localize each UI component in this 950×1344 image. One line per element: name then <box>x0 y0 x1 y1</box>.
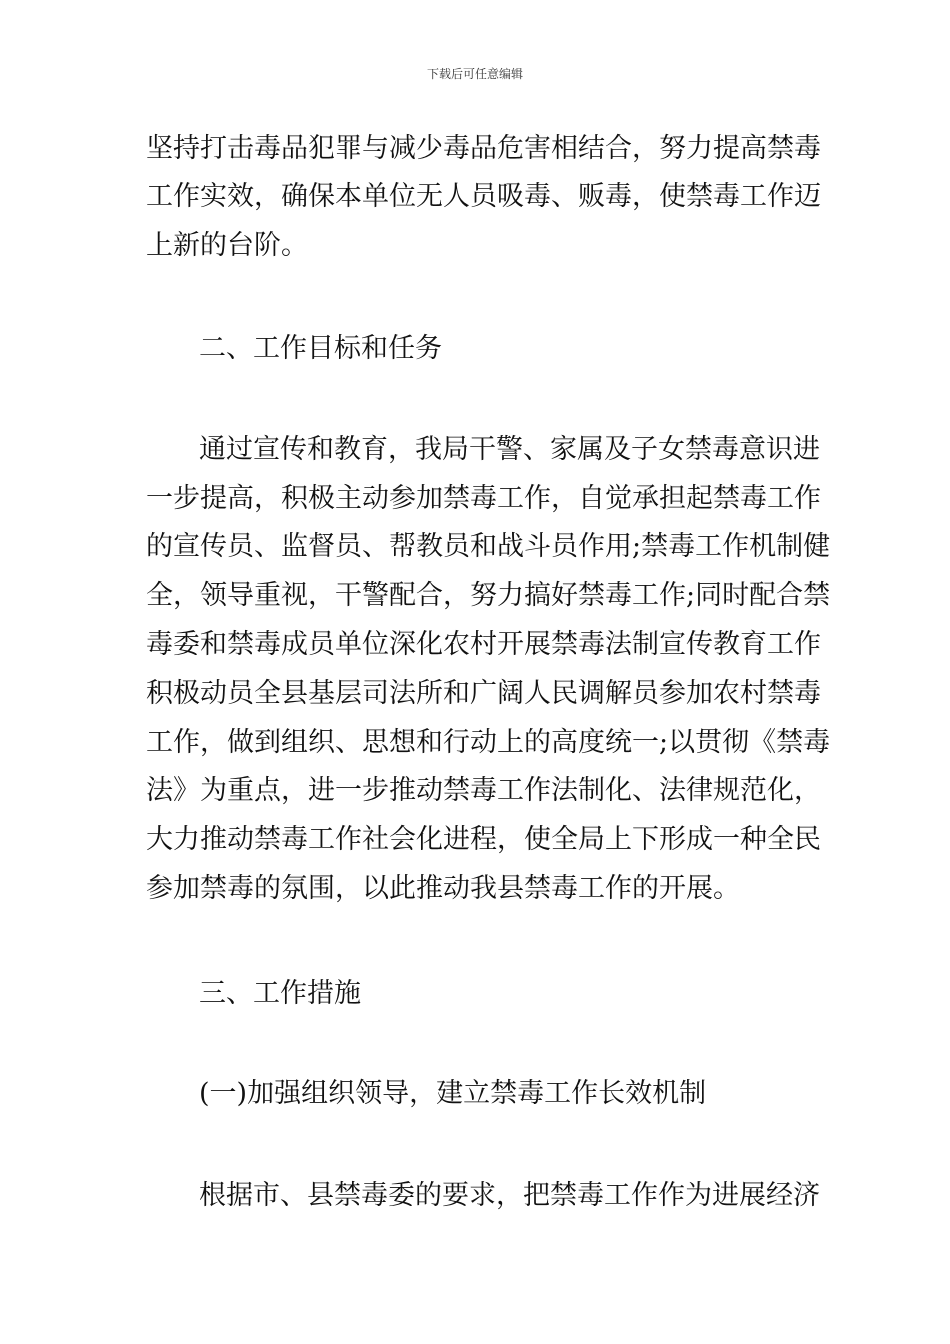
paragraph-line: 工作，做到组织、思想和行动上的高度统一;以贯彻《禁毒 <box>146 727 831 758</box>
paragraph-line: 大力推动禁毒工作社会化进程，使全局上下形成一种全民 <box>146 824 821 855</box>
paragraph-line: 全，领导重视，干警配合，努力搞好禁毒工作;同时配合禁 <box>146 580 831 611</box>
paragraph-line: 根据市、县禁毒委的要求，把禁毒工作作为进展经济 <box>199 1180 820 1211</box>
paragraph-line: 毒委和禁毒成员单位深化农村开展禁毒法制宣传教育工作 <box>146 629 821 660</box>
paragraph-line: 通过宣传和教育，我局干警、家属及子女禁毒意识进 <box>199 434 820 465</box>
paragraph-line: 工作实效，确保本单位无人员吸毒、贩毒，使禁毒工作迈 <box>146 181 821 212</box>
section-heading-2: 二、工作目标和任务 <box>199 333 442 364</box>
section-heading-3: 三、工作措施 <box>199 978 361 1009</box>
paragraph-line: 坚持打击毒品犯罪与减少毒品危害相结合，努力提高禁毒 <box>146 133 821 164</box>
subsection-heading: (一)加强组织领导，建立禁毒工作长效机制 <box>199 1078 707 1109</box>
paragraph-line: 积极动员全县基层司法所和广阔人民调解员参加农村禁毒 <box>146 678 821 709</box>
paragraph-line: 的宣传员、监督员、帮教员和战斗员作用;禁毒工作机制健 <box>146 531 831 562</box>
paragraph-line: 法》为重点，进一步推动禁毒工作法制化、法律规范化， <box>146 775 821 806</box>
paragraph-line: 上新的台阶。 <box>146 230 308 261</box>
header-note: 下载后可任意编辑 <box>426 67 523 81</box>
paragraph-line: 一步提高，积极主动参加禁毒工作，自觉承担起禁毒工作 <box>146 483 821 514</box>
paragraph-line: 参加禁毒的氛围，以此推动我县禁毒工作的开展。 <box>146 873 740 904</box>
